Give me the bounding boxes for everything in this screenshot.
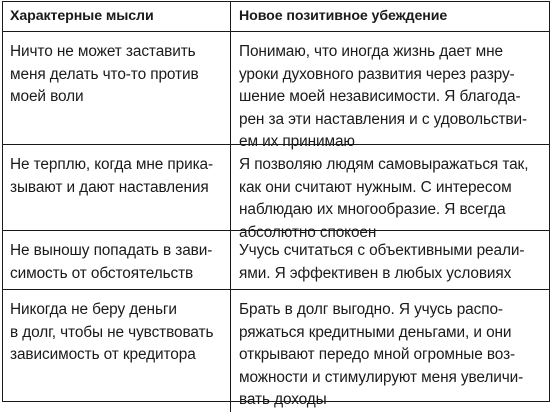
row-1-belief: Понимаю, что иногда жизнь дает мне уроки духовного развития через разру- шение моей независимости. Я благода- рен за эти наставления и с удовольстви- ем их принимаю xyxy=(231,32,549,145)
row-3-thought: Не выношу попадать в зави- симость от обстоятельств xyxy=(3,231,231,290)
header-thoughts: Характерные мысли xyxy=(3,2,231,32)
row-4-belief: Брать в долг выгодно. Я учусь распо- ряжаться кредитными деньгами, и они открывают передо мной огромные воз- можности и стимулируют меня увеличи- вать доходы xyxy=(239,301,524,409)
row-2-thought: Не терплю, когда мне прика- зывают и дают наставления xyxy=(3,145,231,231)
row-2-belief: Я позволяю людям самовыражаться так, как они считают нужным. С интересом наблюдаю их многообразие. Я всегда абсолютно спокоен xyxy=(231,145,549,231)
header-new-beliefs: Новое позитивное убеждение xyxy=(231,2,549,32)
row-4-thought: Никогда не беру деньги в долг, чтобы не чувствовать зависимость от кредитора xyxy=(3,290,231,412)
row-1-thought: Ничто не может заставить меня делать что-то против моей воли xyxy=(3,32,231,145)
beliefs-table xyxy=(2,1,550,409)
row-3-belief: Учусь считаться с объективными реали- ями. Я эффективен в любых условиях xyxy=(231,231,549,290)
